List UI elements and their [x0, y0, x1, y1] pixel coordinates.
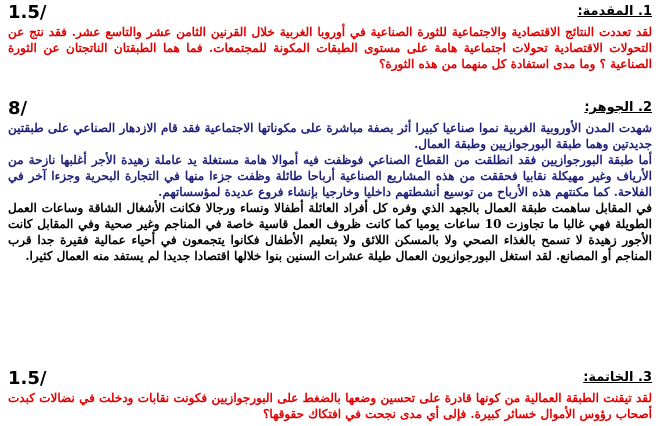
intro-title: 1. المقدمة:: [577, 4, 652, 19]
conclusion-score: 1.5/: [8, 368, 47, 389]
body-paragraph-1: شهدت المدن الأوروبية الغربية نموا صناعيا كبيرا أثر بصفة مباشرة على مكوناتها الاجتماعية فقد قام الازدهار الصناعي على طبقتين جديدتين وهما طبقة البورجوازيين وطبقة العمال.: [8, 121, 652, 151]
conclusion-section: [8, 370, 652, 422]
intro-paragraph: لقد تعددت النتائج الاقتصادية والاجتماعية للثورة الصناعية في أوروبا الغربية خلال القرنين الثامن عشر والتاسع عشر. فقد نتج عن التحولات الاقتصادية تحولات اجتماعية هامة على مستوى الطبقات المكونة للمجتمعات. فما هما الطبقتان الناتجتان عن الثورة الصناعية ؟ وما مدى استفادة كل منهما من هذه الثورة؟: [8, 25, 652, 71]
intro-header: [8, 4, 652, 24]
body-section: [8, 100, 652, 264]
body-paragraph-2: أما طبقة البورجوازيين فقد انطلقت من القطاع الصناعي فوظفت فيه أموالا هامة مستغلة يد عاملة زهيدة الأجر أغلبها نازحة من الأرياف وغير مهيكلة نقابيا فحققت من هذه المشاريع الصناعية أرباحا طائلة وظفت جزءا منها في التجارة البحرية وجزءا آخر في الفلاحة. كما مكنتهم هذه الأرباح من توسيع أنشطتهم داخليا وخارجيا بإنشاء فروع عديدة لمؤسساتهم.: [8, 153, 652, 199]
body-score: 8/: [8, 98, 28, 119]
body-header: [8, 100, 652, 120]
conclusion-title: 3. الخاتمة:: [583, 370, 652, 385]
intro-section: [8, 4, 652, 72]
conclusion-paragraph: لقد تيقنت الطبقة العمالية من كونها قادرة على تحسين وضعها بالضغط على البورجوازيين فكونت نقابات ودخلت في نضالات كبدت أصحاب رؤوس الأموال خسائر كبيرة. فإلى أي مدى نجحت في افتكاك حقوقها؟: [8, 391, 652, 421]
conclusion-header: [8, 370, 652, 390]
body-paragraph-3: في المقابل ساهمت طبقة العمال بالجهد الذي وفره كل أفراد العائلة أطفالا ونساء ورجالا فكانت الأشغال الشاقة وساعات العمل الطويلة فهي غالبا ما تجاوزت 10 ساعات يوميا كما كانت ظروف العمل قاسية خاصة في المناجم وغير صحية وفي المقابل كانت الأجور زهيدة لا تسمح بالغذاء الصحي ولا بالمسكن اللائق ولا بتعليم الأطفال فكانوا يتجمعون في أحياء عمالية فقيرة جدا قرب المناجم أو المصانع. لقد استغل البورجوازيون العمال طيلة عشرات السنين بنوا خلالها اقتصادا جديدا لم يستفد منه العمال كثيرا.: [8, 201, 653, 263]
intro-score: 1.5/: [8, 2, 47, 23]
body-title: 2. الجوهر:: [584, 100, 652, 115]
